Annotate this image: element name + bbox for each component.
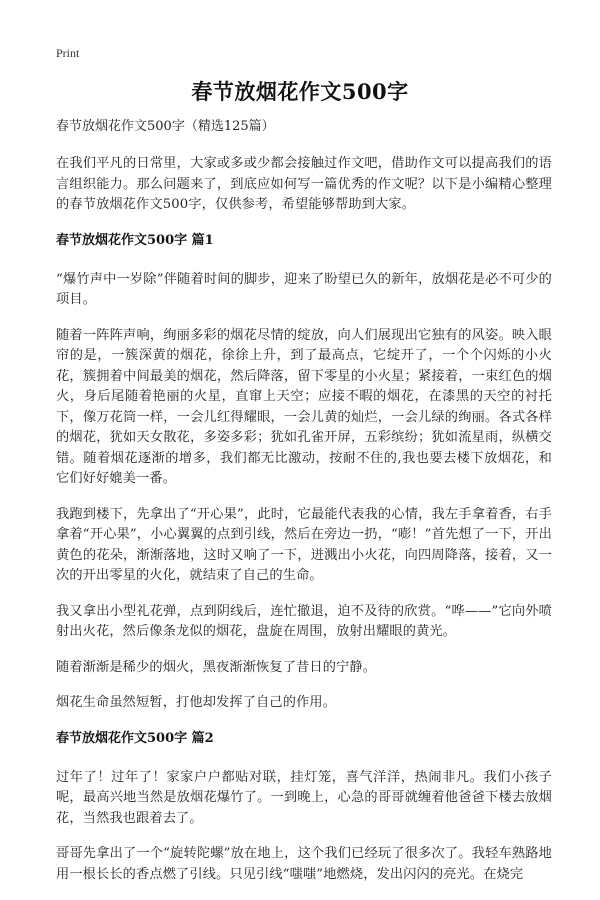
paragraph: 我又拿出小型礼花弹，点到阴线后，连忙撤退，迫不及待的欣赏。“哗——”它向外喷射出火花，然后像条龙似的烟花，盘旋在周围，放射出耀眼的黄光。 [56, 603, 552, 639]
paragraph: 我跑到楼下，先拿出了“开心果”，此时，它最能代表我的心情，我左手拿着香，右手拿着“开心果”，小心翼翼的点到引线，然后在旁边一扔，“嘭！”首先想了一下，开出黄色的花朵，渐渐落地，这时又响了一下，迸溅出小火花，向四周降落，接着，又一次的开出零星的火化，就结束了自己的生命。 [56, 506, 552, 583]
paragraph: 过年了！过年了！家家户户都贴对联，挂灯笼，喜气洋洋，热闹非凡。我们小孩子呢，最高兴地当然是放烟花爆竹了。一到晚上，心急的哥哥就缠着他爸爸下楼去放烟花，当然我也跟着去了。 [56, 769, 552, 826]
intro-paragraph: 在我们平凡的日常里，大家或多或少都会接触过作文吧，借助作文可以提高我们的语言组织能力。那么问题来了，到底应如何写一篇优秀的作文呢？以下是小编精心整理的春节放烟花作文500字，仅供参考，希望能够帮助到大家。 [56, 156, 552, 212]
paragraph: 随着渐渐是稀少的烟火，黑夜渐渐恢复了昔日的宁静。 [56, 659, 377, 675]
paragraph: 随着一阵阵声响，绚丽多彩的烟花尽情的绽放，向人们展现出它独有的风姿。映入眼帘的是，一簇深黄的烟花，徐徐上升，到了最高点，它绽开了，一个个闪烁的小火花，簇拥着中间最美的烟花，然后降落，留下零星的小火星；紧接着，一束红色的烟火，身后尾随着艳丽的火星，直窜上天空；应接不暇的烟花，在漆黑的天空的衬托下，像万花筒一样，一会儿红得耀眼，一会儿黄的灿烂，一会儿绿的绚丽。各式各样的烟花，犹如天女散花，多姿多彩；犹如孔雀开屏，五彩缤纷；犹如流星雨，纵横交错。随着烟花逐渐的增多，我们都无比激动，按耐不住的,我也要去楼下放烟花，和它们好好媲美一番。 [56, 327, 552, 486]
section-2 [56, 729, 552, 886]
page-title: 春节放烟花作文500字 [191, 79, 409, 104]
paragraph: 烟花生命虽然短暂，打他却发挥了自己的作用。 [56, 695, 337, 710]
print-label[interactable]: Print [56, 46, 80, 60]
paragraph: 哥哥先拿出了一个“旋转陀螺”放在地上，这个我们已经玩了很多次了。我轻车熟路地用一根长长的香点燃了引线。只见引线“嗤嗤”地燃烧，发出闪闪的亮光。在烧完 [56, 846, 552, 882]
article-body [56, 117, 552, 900]
article-subtitle: 春节放烟花作文500字（精选125篇） [56, 119, 275, 134]
section-1 [56, 231, 552, 714]
section-heading: 春节放烟花作文500字 篇2 [56, 730, 214, 746]
section-heading: 春节放烟花作文500字 篇1 [56, 232, 214, 248]
paragraph: “爆竹声中一岁除”伴随着时间的脚步，迎来了盼望已久的新年，放烟花是必不可少的项目。 [56, 271, 552, 307]
